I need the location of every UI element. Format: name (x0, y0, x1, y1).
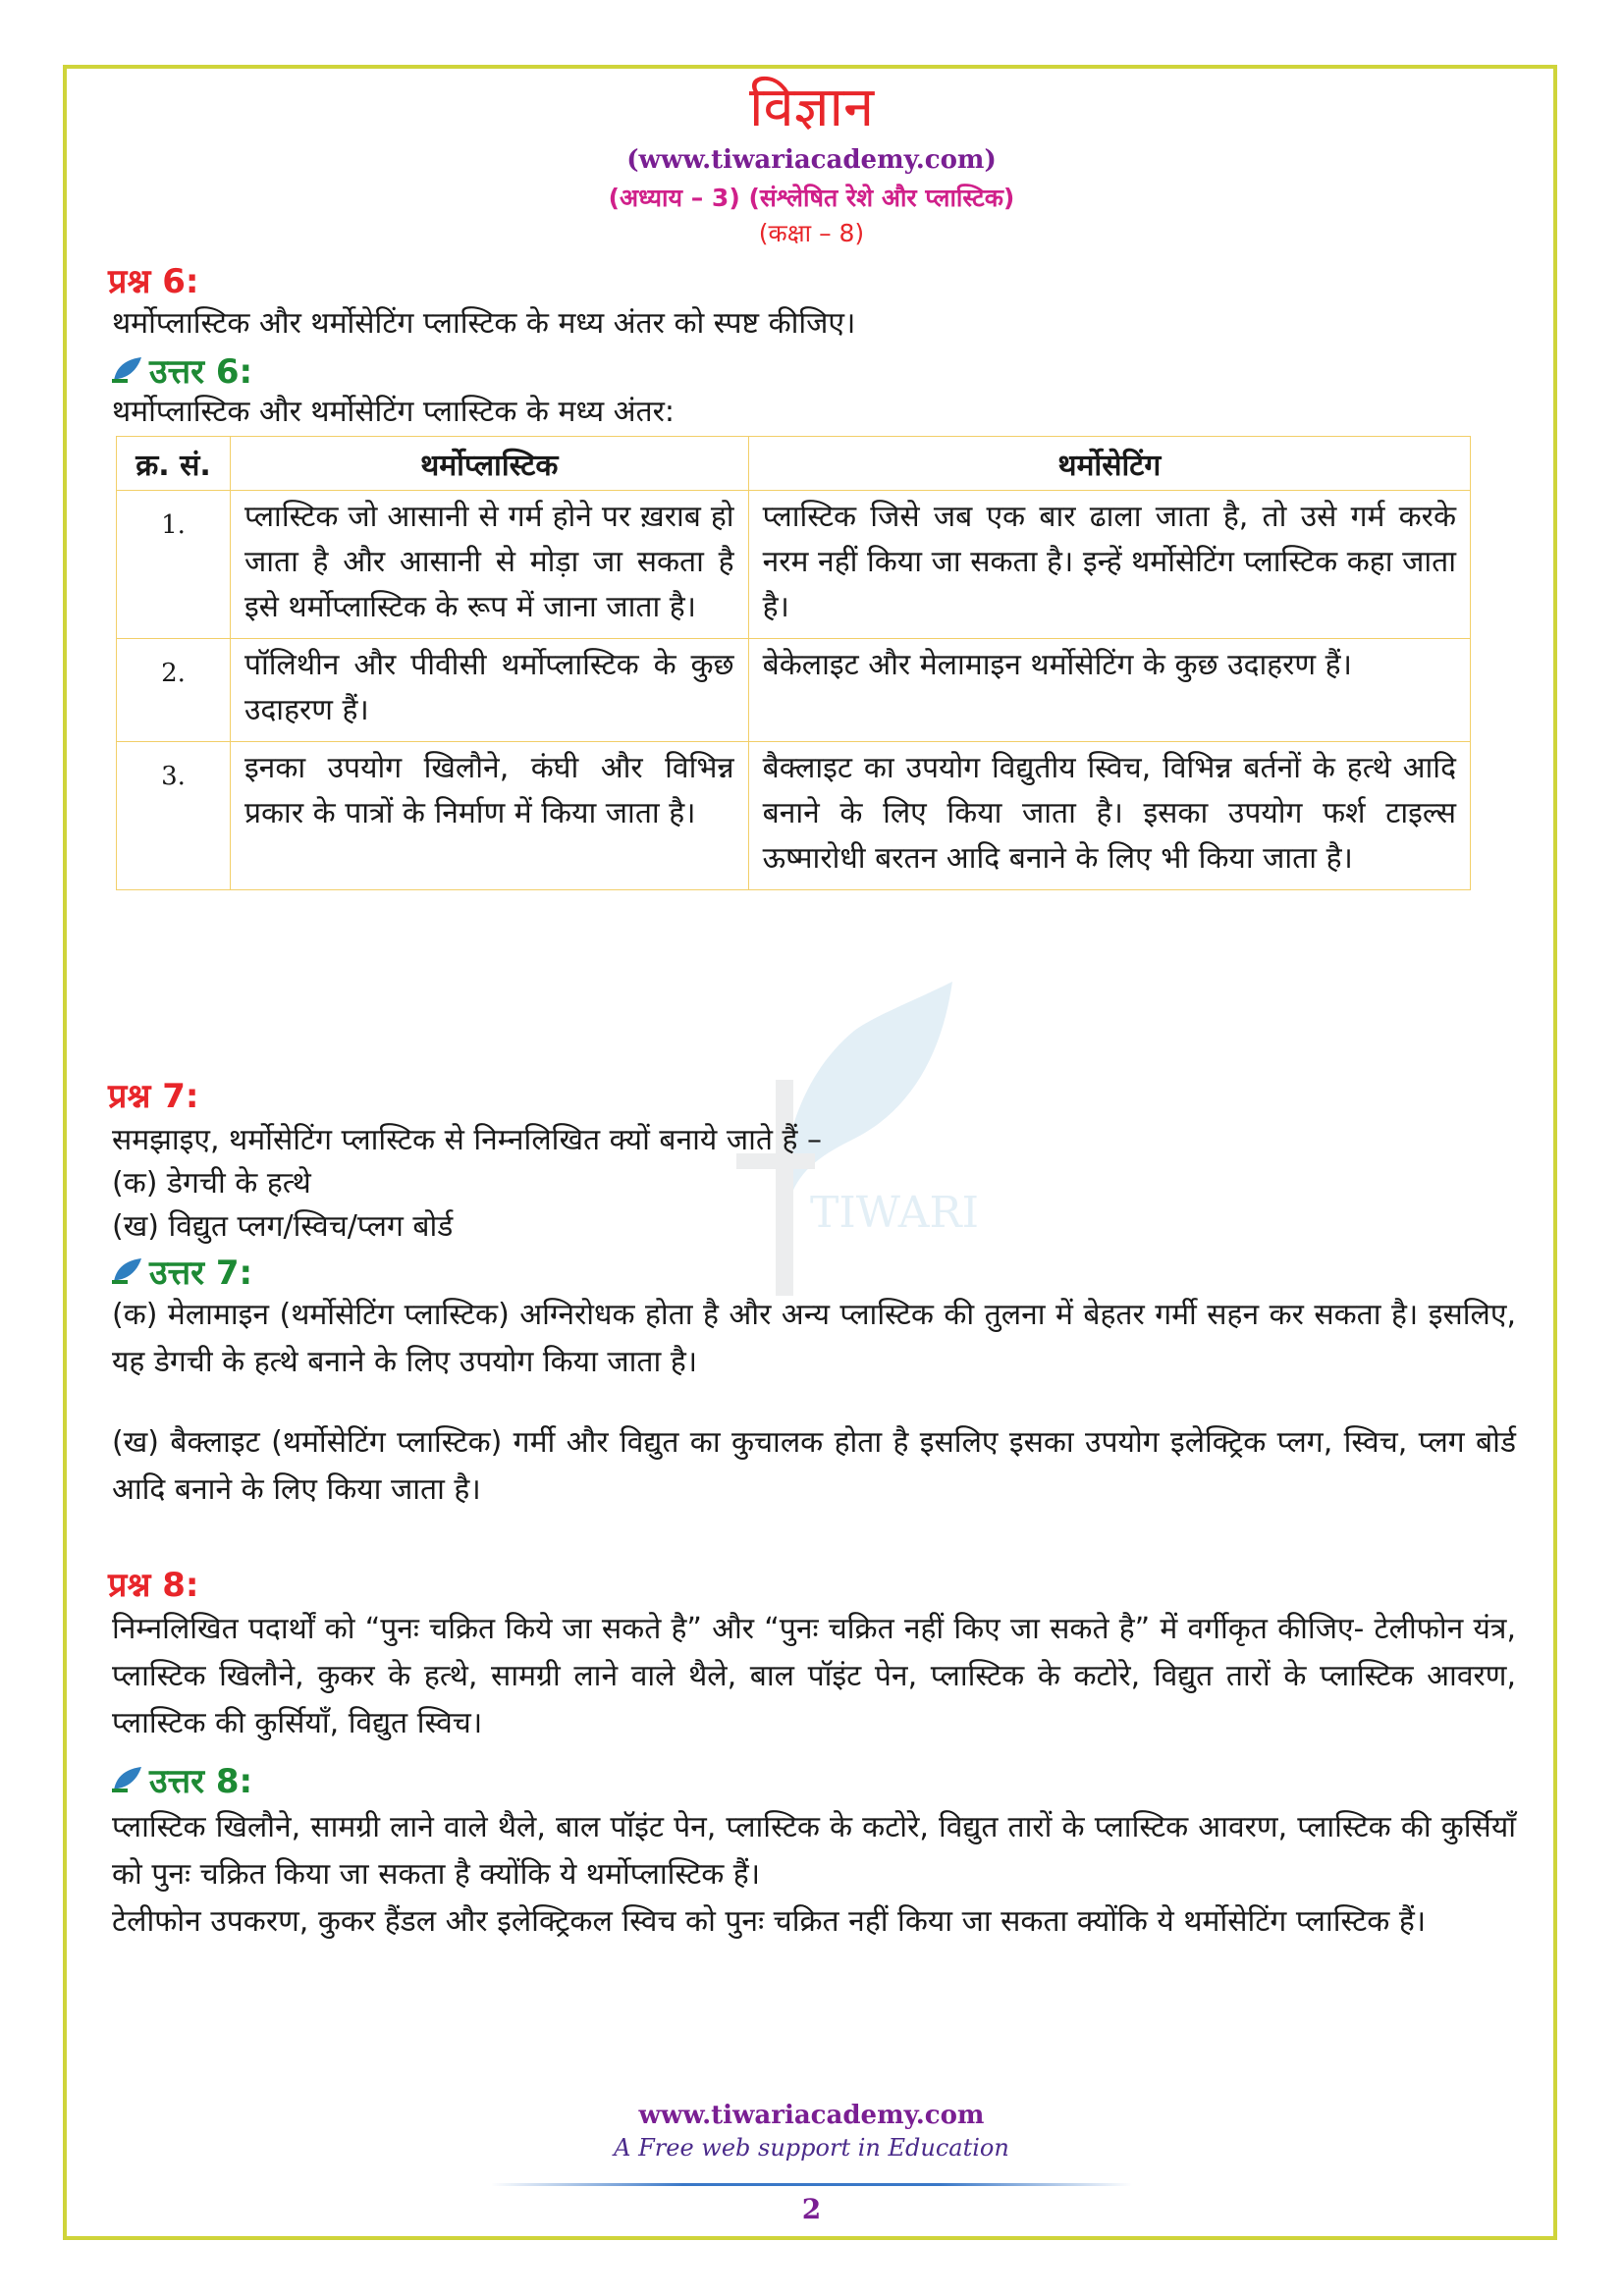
class-label: (कक्षा – 8) (758, 219, 865, 247)
question-6-label: प्रश्न 6: (108, 262, 199, 301)
answer-7-part-b: (ख) बैक्लाइट (थर्मोसेटिंग प्लास्टिक) गर्मी और विद्युत का कुचालक होता है इसलिए इसका उपयोग इलेक्ट्रिक प्लग, स्विच, प्लग बोर्ड आदि बनाने के लिए किया जाता है। (112, 1425, 1516, 1507)
table-cell-serial: 1. (117, 491, 231, 639)
table-cell: पॉलिथीन और पीवीसी थर्मोप्लास्टिक के कुछ उदाहरण हैं। (230, 639, 748, 742)
footer-divider (491, 2183, 1132, 2186)
table-cell-serial: 3. (117, 742, 231, 890)
tiwari-leaf-icon (110, 1765, 143, 1794)
answer-8-label-text: उत्तर 8: (149, 1762, 253, 1801)
footer-tagline: A Free web support in Education (614, 2134, 1009, 2162)
question-7-text: समझाइए, थर्मोसेटिंग प्लास्टिक से निम्नलिखित क्यों बनाये जाते हैं – (112, 1123, 822, 1157)
answer-6-label (110, 347, 252, 393)
table-header-cell: थर्मोप्लास्टिक (230, 437, 748, 491)
table-header-cell: थर्मोसेटिंग (748, 437, 1470, 491)
table-row (117, 742, 1471, 890)
watermark-text: TIWARI (810, 1188, 980, 1238)
question-7-part-b: (ख) विद्युत प्लग/स्विच/प्लग बोर्ड (112, 1209, 454, 1244)
comparison-table (116, 436, 1471, 890)
table-header-row (117, 437, 1471, 491)
table-cell: बेकेलाइट और मेलामाइन थर्मोसेटिंग के कुछ उदाहरण हैं। (748, 639, 1470, 742)
table-cell: इनका उपयोग खिलौने, कंघी और विभिन्न प्रकार के पात्रों के निर्माण में किया जाता है। (230, 742, 748, 890)
page-number: 2 (801, 2193, 822, 2225)
question-7-part-a: (क) डेगची के हत्थे (112, 1166, 311, 1201)
question-8-text: निम्नलिखित पदार्थों को “पुनः चक्रित किये जा सकते है” और “पुनः चक्रित नहीं किए जा सकते है” में वर्गीकृत कीजिए- टेलीफोन यंत्र, प्लास्टिक खिलौने, कुकर के हत्थे, सामग्री लाने वाले थैले, बाल पॉइंट पेन, प्लास्टिक के कटोरे, विद्युत तारों के प्लास्टिक आवरण, प्लास्टिक की कुर्सियाँ, विद्युत स्विच। (112, 1612, 1516, 1740)
tiwari-leaf-icon (110, 1256, 143, 1286)
answer-7-label-text: उत्तर 7: (149, 1254, 253, 1293)
footer-site-link[interactable]: www.tiwariacademy.com (638, 2101, 985, 2130)
answer-8-part-1: प्लास्टिक खिलौने, सामग्री लाने वाले थैले, बाल पॉइंट पेन, प्लास्टिक के कटोरे, विद्युत तारों के प्लास्टिक आवरण, प्लास्टिक की कुर्सियाँ को पुनः चक्रित किया जा सकता है क्योंकि ये थर्मोप्लास्टिक हैं। (112, 1810, 1516, 1892)
table-cell: बैक्लाइट का उपयोग विद्युतीय स्विच, विभिन्न बर्तनों के हत्थे आदि बनाने के लिए किया जाता है। इसका उपयोग फर्श टाइल्स ऊष्मारोधी बरतन आदि बनाने के लिए भी किया जाता है। (748, 742, 1470, 890)
answer-7-part-a: (क) मेलामाइन (थर्मोसेटिंग प्लास्टिक) अग्निरोधक होता है और अन्य प्लास्टिक की तुलना में बेहतर गर्मी सहन कर सकता है। इसलिए, यह डेगची के हत्थे बनाने के लिए उपयोग किया जाता है। (112, 1298, 1516, 1379)
answer-6-label-text: उत्तर 6: (149, 352, 253, 392)
table-cell: प्लास्टिक जो आसानी से गर्म होने पर ख़राब हो जाता है और आसानी से मोड़ा जा सकता है इसे थर्मोप्लास्टिक के रूप में जाना जाता है। (230, 491, 748, 639)
chapter-title: (अध्याय – 3) (संश्लेषित रेशे और प्लास्टिक) (608, 184, 1015, 212)
answer-6-intro: थर्मोप्लास्टिक और थर्मोसेटिंग प्लास्टिक के मध्य अंतर: (112, 395, 676, 429)
question-6-text: थर्मोप्लास्टिक और थर्मोसेटिंग प्लास्टिक के मध्य अंतर को स्पष्ट कीजिए। (112, 306, 856, 341)
question-7-label: प्रश्न 7: (108, 1077, 199, 1116)
answer-8-part-2: टेलीफोन उपकरण, कुकर हैंडल और इलेक्ट्रिकल स्विच को पुनः चक्रित नहीं किया जा सकता क्योंकि ये थर्मोसेटिंग प्लास्टिक हैं। (112, 1904, 1427, 1939)
table-header-cell: क्र. सं. (117, 437, 231, 491)
header-site-link[interactable]: (www.tiwariacademy.com) (626, 145, 997, 175)
question-8-label: प्रश्न 8: (108, 1566, 199, 1605)
tiwari-leaf-icon (110, 355, 143, 385)
table-row (117, 639, 1471, 742)
answer-7-label (110, 1249, 252, 1294)
table-cell-serial: 2. (117, 639, 231, 742)
answer-8-label (110, 1757, 252, 1802)
subject-title: विज्ञान (748, 76, 875, 139)
table-row (117, 491, 1471, 639)
table-cell: प्लास्टिक जिसे जब एक बार ढाला जाता है, तो उसे गर्म करके नरम नहीं किया जा सकता है। इन्हें थर्मोसेटिंग प्लास्टिक कहा जाता है। (748, 491, 1470, 639)
